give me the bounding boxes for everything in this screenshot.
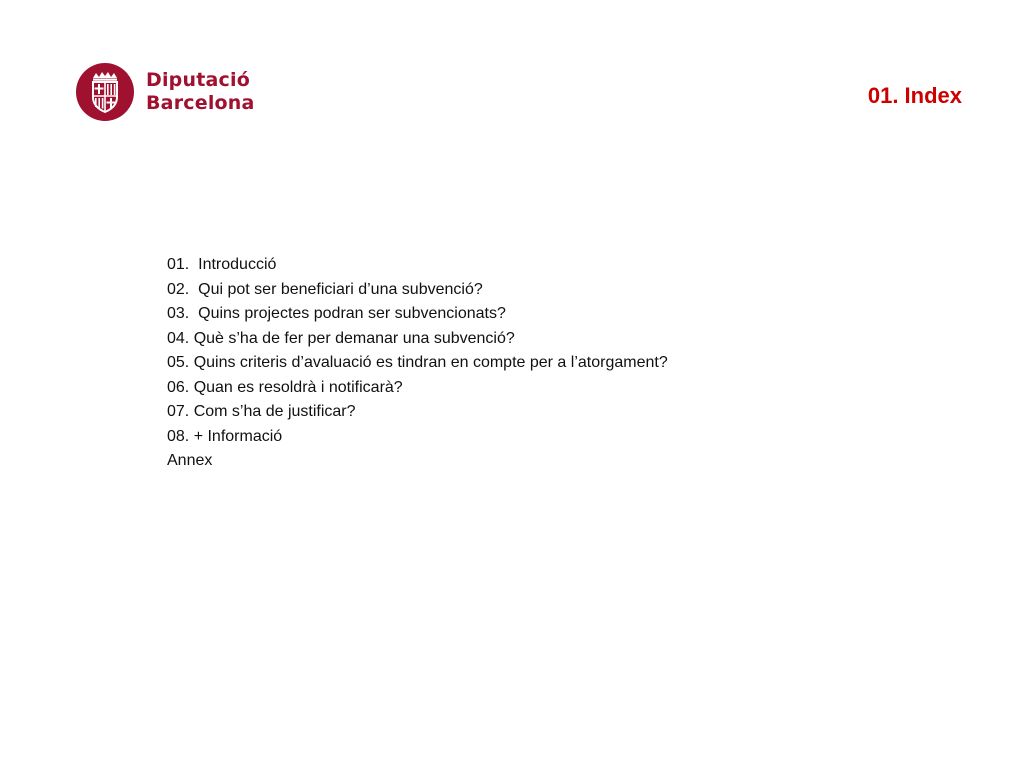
index-list	[167, 253, 668, 474]
index-item-resoldra: 06. Quan es resoldrà i notificarà?	[167, 378, 403, 396]
index-item-demanar: 04. Què s’ha de fer per demanar una subvenció?	[167, 329, 515, 347]
logo-line-1: Diputació	[146, 69, 250, 91]
logo-text	[146, 69, 255, 115]
index-item-introduccio: 01. Introducció	[167, 256, 277, 273]
diputacio-barcelona-seal-icon	[76, 63, 134, 121]
index-item-criteris: 05. Quins criteris d’avaluació es tindran en compte per a l’atorgament?	[167, 354, 668, 371]
index-item-projectes: 03. Quins projectes podran ser subvencionats?	[167, 305, 506, 322]
logo-line-2: Barcelona	[146, 92, 255, 114]
page-title: 01. Index	[867, 83, 962, 108]
logo	[76, 63, 255, 121]
index-item-beneficiari: 02. Qui pot ser beneficiari d’una subvenció?	[167, 280, 483, 298]
index-item-informacio: 08. + Informació	[167, 427, 283, 445]
index-item-annex: Annex	[167, 452, 213, 469]
index-item-justificar: 07. Com s’ha de justificar?	[167, 403, 356, 420]
